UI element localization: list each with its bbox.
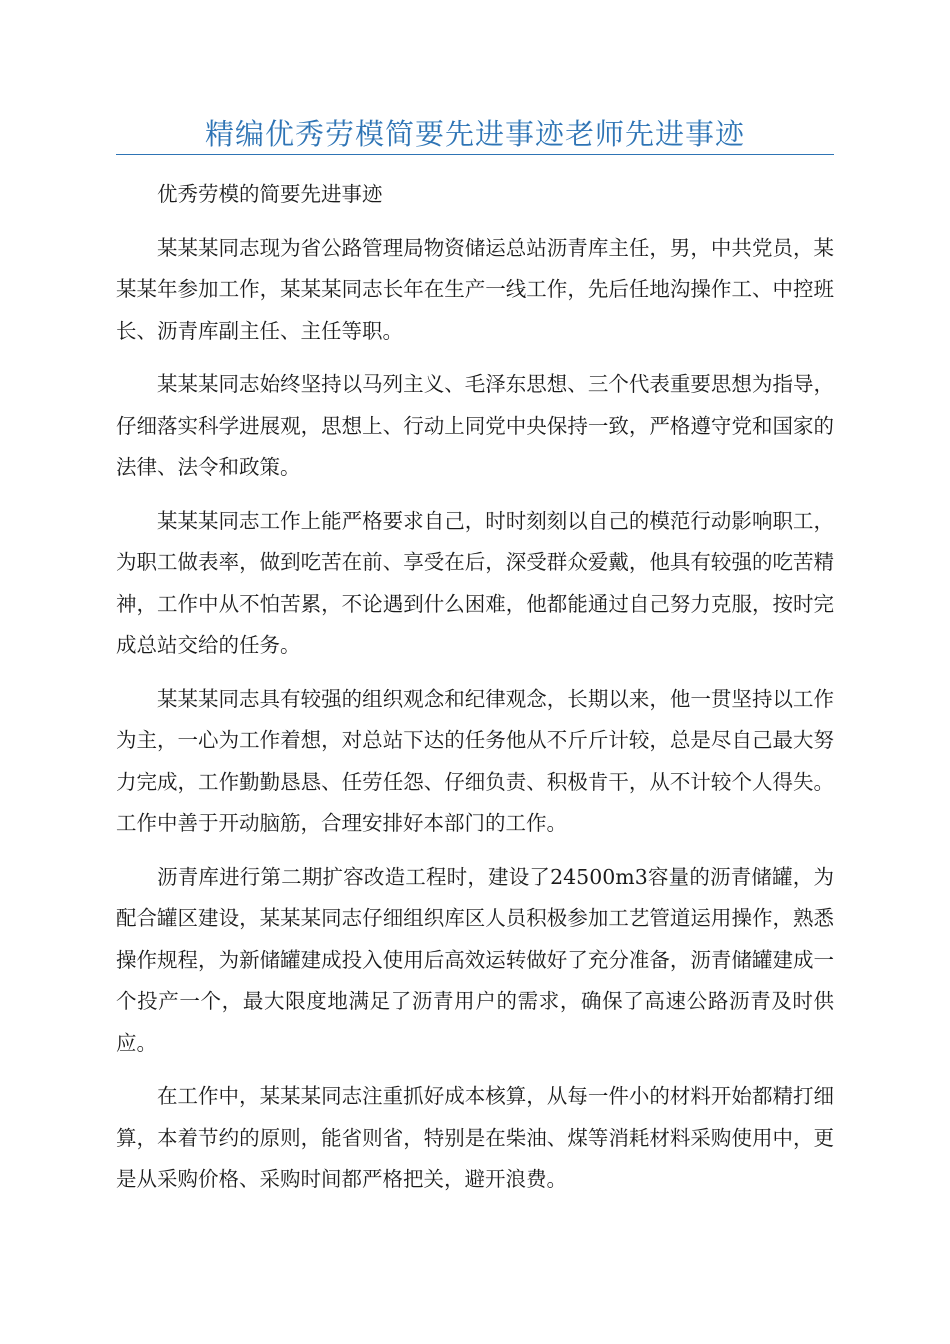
document-body [116, 174, 834, 1213]
paragraph: 在工作中，某某某同志注重抓好成本核算，从每一件小的材料开始都精打细算，本着节约的原则，能省则省，特别是在柴油、煤等消耗材料采购使用中，更是从采购价格、采购时间都严格把关，避开浪费。 [116, 1084, 834, 1191]
document-title: 精编优秀劳模简要先进事迹老师先进事迹 [204, 117, 745, 151]
paragraph: 某某某同志始终坚持以马列主义、毛泽东思想、三个代表重要思想为指导，仔细落实科学进展观，思想上、行动上同党中央保持一致，严格遵守党和国家的法律、法令和政策。 [116, 372, 834, 479]
paragraph: 某某某同志具有较强的组织观念和纪律观念，长期以来，他一贯坚持以工作为主，一心为工作着想，对总站下达的任务他从不斤斤计较，总是尽自己最大努力完成，工作勤勤恳恳、任劳任怨、仔细负责、积极肯干，从不计较个人得失。工作中善于开动脑筋，合理安排好本部门的工作。 [116, 686, 834, 835]
paragraph: 某某某同志工作上能严格要求自己，时时刻刻以自己的模范行动影响职工，为职工做表率，做到吃苦在前、享受在后，深受群众爱戴，他具有较强的吃苦精神，工作中从不怕苦累，不论遇到什么困难，他都能通过自己努力克服，按时完成总站交给的任务。 [116, 508, 834, 657]
title-underline [116, 154, 834, 155]
paragraph: 某某某同志现为省公路管理局物资储运总站沥青库主任，男，中共党员，某某某年参加工作，某某某同志长年在生产一线工作，先后任地沟操作工、中控班长、沥青库副主任、主任等职。 [116, 235, 834, 343]
section-heading: 优秀劳模的简要先进事迹 [157, 182, 383, 206]
paragraph: 沥青库进行第二期扩容改造工程时，建设了24500m3容量的沥青储罐，为配合罐区建设，某某某同志仔细组织库区人员积极参加工艺管道运用操作，熟悉操作规程，为新储罐建成投入使用后高效运转做好了充分准备，沥青储罐建成一个投产一个，最大限度地满足了沥青用户的需求，确保了高速公路沥青及时供应。 [116, 864, 834, 1055]
